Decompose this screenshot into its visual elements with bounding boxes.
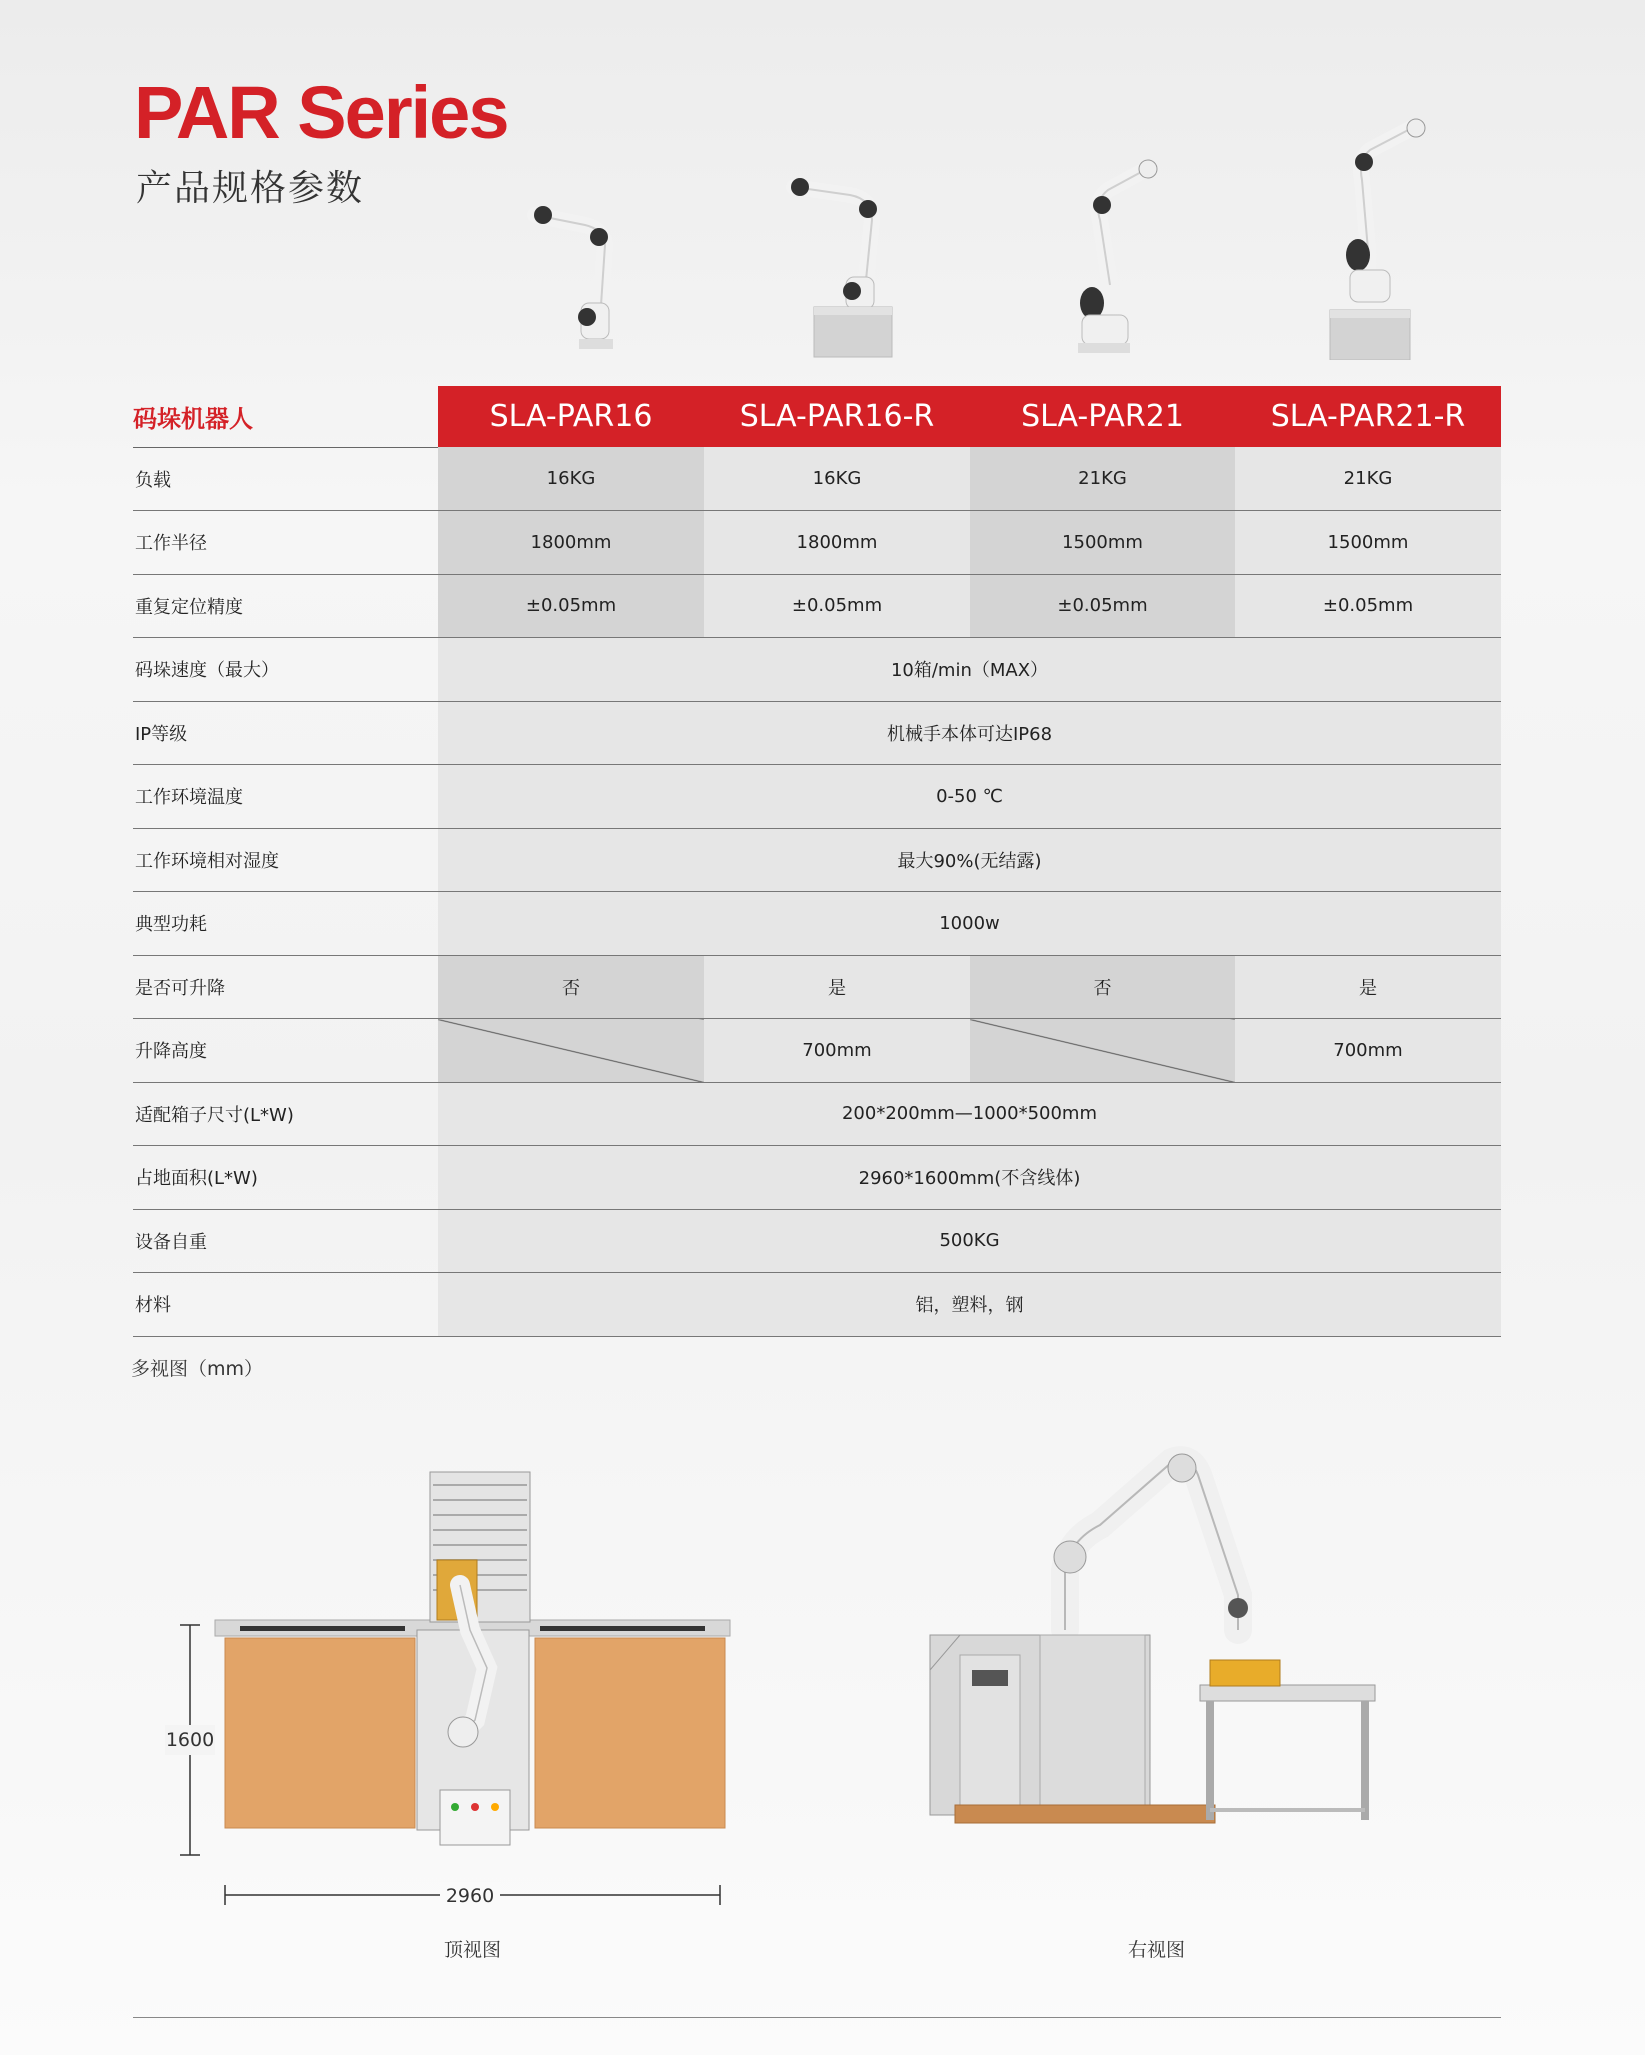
top-view-drawing (165, 1460, 745, 1920)
model-header: SLA-PAR16 (438, 386, 704, 447)
table-cell: 700mm (1235, 1019, 1501, 1083)
top-view-caption: 顶视图 (444, 1939, 502, 1961)
table-row (133, 1082, 1501, 1146)
table-cell: 21KG (1235, 447, 1501, 511)
spec-table (133, 386, 1501, 1337)
empty-cell-diagonal (438, 1019, 704, 1083)
row-label: IP等级 (133, 701, 438, 765)
table-row (133, 511, 1501, 575)
table-cell: 最大90%(无结露) (438, 828, 1501, 892)
row-label: 材料 (133, 1273, 438, 1337)
row-label: 负载 (133, 447, 438, 511)
table-header-row (133, 386, 1501, 447)
row-label: 是否可升降 (133, 955, 438, 1019)
table-cell: 16KG (438, 447, 704, 511)
height-dimension-label: 1600 (165, 1729, 215, 1751)
table-row (133, 828, 1501, 892)
table-cell: 1000w (438, 892, 1501, 956)
model-header: SLA-PAR21-R (1235, 386, 1501, 447)
row-label: 适配箱子尺寸(L*W) (133, 1082, 438, 1146)
row-label: 典型功耗 (133, 892, 438, 956)
right-view-caption: 右视图 (1128, 1939, 1186, 1961)
multiview-heading: 多视图（mm） (131, 1358, 264, 1380)
table-cell: 200*200mm—1000*500mm (438, 1082, 1501, 1146)
table-row (133, 955, 1501, 1019)
table-cell: 1500mm (1235, 511, 1501, 575)
table-cell: 1800mm (704, 511, 970, 575)
category-label: 码垛机器人 (133, 386, 438, 447)
robot-image-par21-r (1320, 100, 1440, 360)
table-row (133, 892, 1501, 956)
table-row (133, 701, 1501, 765)
bottom-divider (133, 2017, 1501, 2018)
row-label: 工作半径 (133, 511, 438, 575)
table-cell: 是 (1235, 955, 1501, 1019)
page-title: PAR Series (134, 71, 508, 154)
row-label: 占地面积(L*W) (133, 1146, 438, 1210)
table-row (133, 574, 1501, 638)
table-cell: 1500mm (970, 511, 1235, 575)
table-cell: 0-50 ℃ (438, 765, 1501, 829)
model-header: SLA-PAR16-R (704, 386, 970, 447)
table-cell: 500KG (438, 1209, 1501, 1273)
table-cell: 21KG (970, 447, 1235, 511)
table-cell: 10箱/min（MAX） (438, 638, 1501, 702)
robot-image-par16 (525, 195, 645, 355)
table-row (133, 1273, 1501, 1337)
model-header: SLA-PAR21 (970, 386, 1235, 447)
row-label: 工作环境相对湿度 (133, 828, 438, 892)
table-cell: 否 (970, 955, 1235, 1019)
table-cell: ±0.05mm (970, 574, 1235, 638)
table-row (133, 447, 1501, 511)
table-cell: ±0.05mm (704, 574, 970, 638)
row-label: 重复定位精度 (133, 574, 438, 638)
robot-image-par21 (1060, 145, 1170, 360)
row-label: 升降高度 (133, 1019, 438, 1083)
table-cell: 否 (438, 955, 704, 1019)
table-cell: ±0.05mm (1235, 574, 1501, 638)
right-view-drawing (920, 1430, 1390, 1840)
table-cell: 是 (704, 955, 970, 1019)
page-subtitle: 产品规格参数 (136, 168, 365, 209)
empty-cell-diagonal (970, 1019, 1235, 1083)
table-cell: 2960*1600mm(不含线体) (438, 1146, 1501, 1210)
row-label: 设备自重 (133, 1209, 438, 1273)
table-row (133, 638, 1501, 702)
table-cell: 机械手本体可达IP68 (438, 701, 1501, 765)
table-row (133, 1209, 1501, 1273)
row-label: 码垛速度（最大） (133, 638, 438, 702)
table-cell: ±0.05mm (438, 574, 704, 638)
table-row (133, 1019, 1501, 1083)
table-cell: 16KG (704, 447, 970, 511)
table-row (133, 1146, 1501, 1210)
width-dimension-label: 2960 (445, 1885, 495, 1907)
robot-image-par16-r (780, 165, 910, 360)
table-cell: 铝，塑料，钢 (438, 1273, 1501, 1337)
row-label: 工作环境温度 (133, 765, 438, 829)
table-cell: 700mm (704, 1019, 970, 1083)
table-cell: 1800mm (438, 511, 704, 575)
table-row (133, 765, 1501, 829)
